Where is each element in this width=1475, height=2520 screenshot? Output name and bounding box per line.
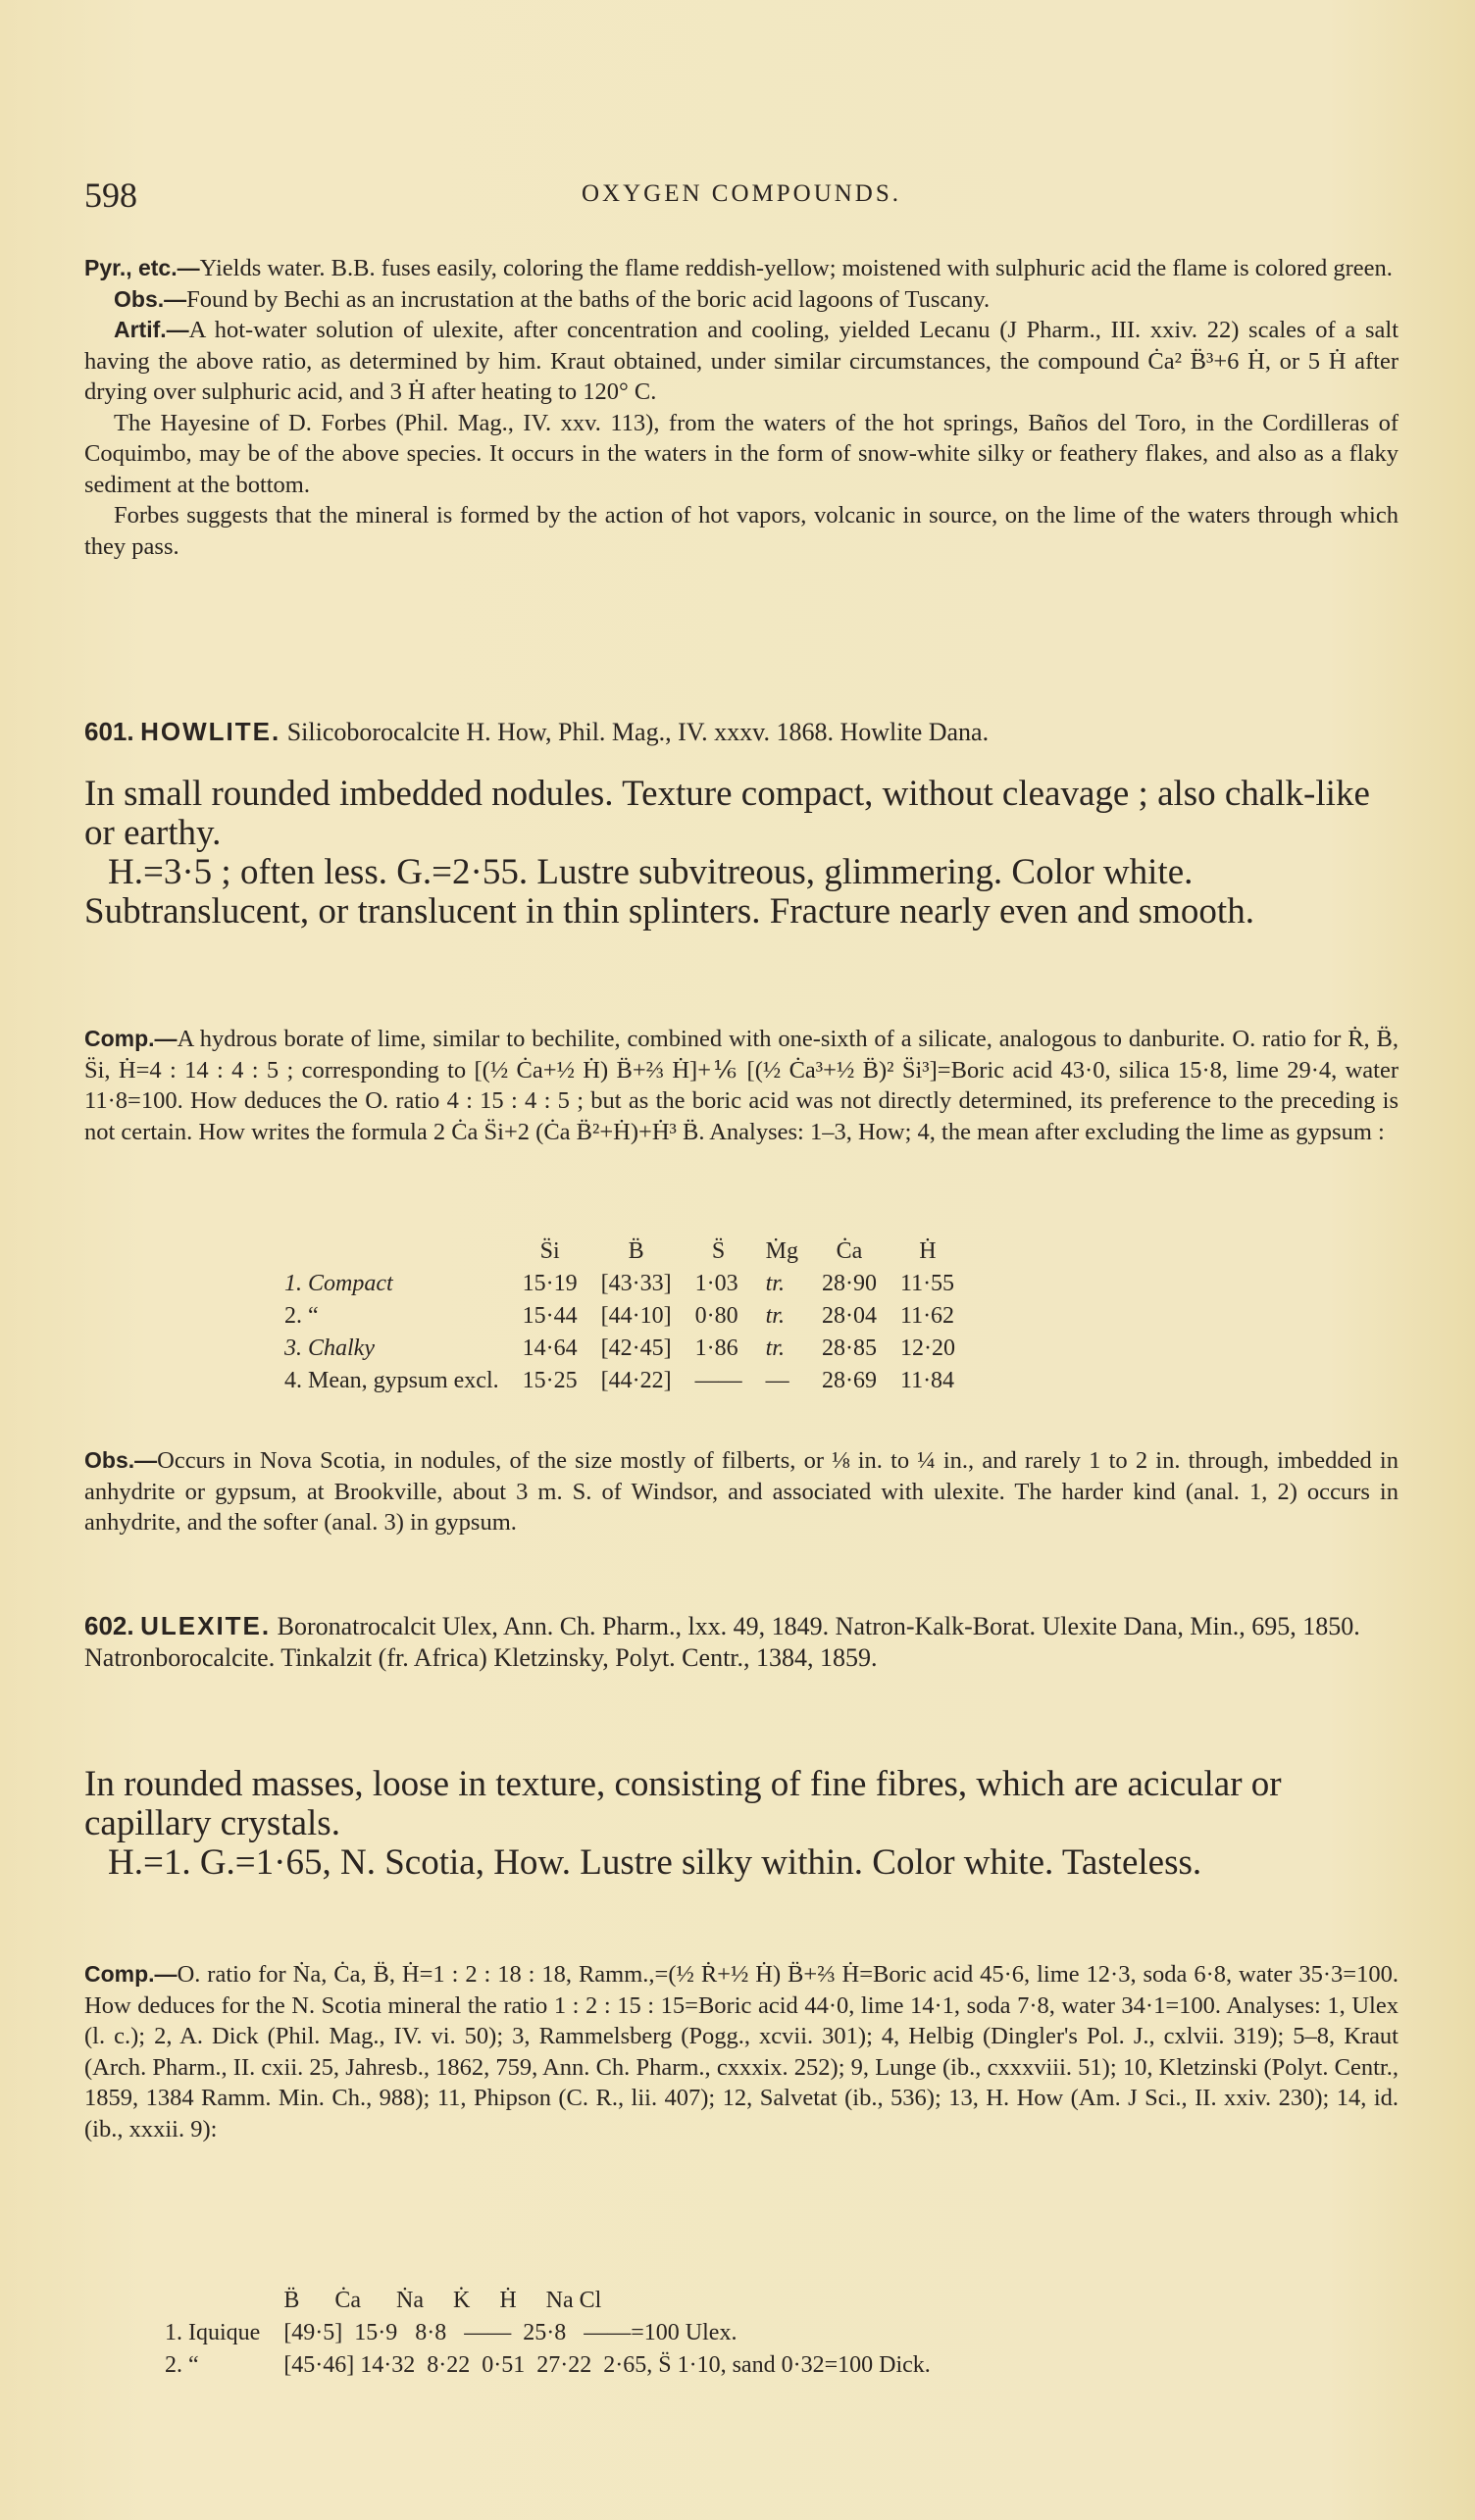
howlite-analysis-table-wrap (284, 1235, 1265, 1397)
hayesine-section (84, 253, 1399, 562)
ulexite-analysis-table (165, 2285, 942, 2382)
ulexite-name: ULEXITE. (140, 1611, 272, 1640)
howlite-number: 601. (84, 717, 134, 746)
ulexite-synonymy: Boronatrocalcit Ulex, Ann. Ch. Pharm., lxx. 49, 1849. Natron-Kalk-Borat. Ulexite Dana, Min., 695, 1850. Natronborocalcite. Tinkalzit (fr. Africa) Kletzinsky, Polyt. Centr., 1384, 1859. (84, 1612, 1360, 1672)
howlite-description (84, 775, 1399, 932)
col-header: K̇ (452, 2288, 471, 2313)
howlite-obs: Obs.—Occurs in Nova Scotia, in nodules, of the size mostly of filberts, or ⅛ in. to ¼ in., and rarely 1 to 2 in. through, imbedded in anhydrite or gypsum, at Brookville, about 3 m. S. of Windsor, and associated with ulexite. The harder kind (anal. 1, 2) occurs in anhydrite, and the softer (anal. 3) in gypsum. (84, 1447, 1399, 1536)
ulexite-composition: Comp.—O. ratio for Ṅa, Ċa, B̈, Ḣ=1 : 2 : 18 : 18, Ramm.,=(½ Ṙ+½ Ḣ) B̈+⅔ Ḣ=Boric acid 45·6, lime 12·3, soda 6·8, water 35·3=100. How deduces for the N. Scotia mineral the ratio 1 : 2 : 15 : 15=Boric acid 44·0, lime 14·1, soda 7·8, water 34·1=100. Analyses: 1, Ulex (l. c.); 2, A. Dick (Phil. Mag., IV. vi. 50); 3, Rammelsberg (Pogg., xcvii. 301); 4, Helbig (Dingler's Pol. J., cxlvii. 319); 5–8, Kraut (Arch. Pharm., II. cxii. 25, Jahresb., 1862, 759, Ann. Ch. Pharm., cxxxix. 252); 9, Lunge (ib., cxxxviii. 51); 10, Kletzinski (Polyt. Centr., 1859, 1384 Ramm. Min. Ch., 988); 11, Phipson (C. R., lii. 407); 12, Salvetat (ib., 536); 13, H. How (Am. J Sci., II. xxiv. 230); 14, id. (ib., xxxii. 9): (84, 1961, 1399, 2142)
table-row: 2. “ [45·46] 14·32 8·22 0·51 27·22 2·65, S̈ 1·10, sand 0·32=100 Dick. (165, 2352, 931, 2378)
col-header: Ċa (334, 2288, 361, 2313)
ulexite-number: 602. (84, 1611, 134, 1640)
col-header: B̈ (283, 2288, 300, 2313)
table-row: 3. Chalky 14·64 [42·45] 1·86 tr. 28·85 12·20 (284, 1336, 955, 1361)
col-header: Na Cl (545, 2288, 602, 2313)
ulexite-desc-form: In rounded masses, loose in texture, consisting of fine fibres, which are acicular or capillary crystals. (84, 1764, 1282, 1843)
ulexite-analysis-table-wrap (165, 2285, 1391, 2382)
artif-paragraph: Artif.—A hot-water solution of ulexite, after concentration and cooling, yielded Lecanu (J Pharm., III. xxiv. 22) scales of a salt having the above ratio, as determined by him. Kraut obtained, under similar circumstances, the compound Ċa² B̈³+6 Ḣ, or 5 Ḣ after drying over sulphuric acid, and 3 Ḣ after heating to 120° C. (84, 317, 1399, 405)
howlite-heading (84, 716, 1399, 748)
col-header: S̈ (711, 1238, 726, 1264)
col-header: S̈i (539, 1238, 560, 1264)
table-row: 4. Mean, gypsum excl. 15·25 [44·22] —— — 28·69 11·84 (284, 1368, 955, 1393)
ulexite-desc-properties: H.=1. G.=1·65, N. Scotia, How. Lustre silky within. Color white. Tasteless. (108, 1842, 1202, 1883)
howlite-synonymy: Silicoborocalcite H. How, Phil. Mag., IV. xxxv. 1868. Howlite Dana. (286, 718, 990, 746)
col-header: Ḣ (499, 2288, 517, 2313)
page-number: 598 (84, 176, 137, 215)
table-row: 2. “ 15·44 [44·10] 0·80 tr. 28·04 11·62 (284, 1303, 955, 1329)
col-header: Ṁg (765, 1238, 798, 1264)
ulexite-description (84, 1765, 1399, 1883)
page-header (84, 175, 1399, 214)
col-header: Ḣ (919, 1238, 937, 1264)
table-row: 1. Iquique [49·5] 15·9 8·8 —— 25·8 ——=100 Ulex. (165, 2320, 738, 2345)
col-header: Ṅa (396, 2288, 424, 2313)
forbes-paragraph: Forbes suggests that the mineral is formed by the action of hot vapors, volcanic in source, on the lime of the waters through which they pass. (84, 502, 1399, 560)
howlite-name: HOWLITE. (140, 717, 281, 746)
col-header: B̈ (628, 1238, 644, 1264)
howlite-composition: Comp.—A hydrous borate of lime, similar to bechilite, combined with one-sixth of a silicate, analogous to danburite. O. ratio for Ṙ, B̈, S̈i, Ḣ=4 : 14 : 4 : 5 ; corresponding to [(½ Ċa+½ Ḣ) B̈+⅔ Ḣ]+⅙ [(½ Ċa³+½ B̈)² S̈i³]=Boric acid 43·0, silica 15·8, lime 29·4, water 11·8=100. How deduces the O. ratio 4 : 15 : 4 : 5 ; but as the boric acid was not directly determined, its preference to the preceding is not certain. How writes the formula 2 Ċa S̈i+2 (Ċa B̈²+Ḣ)+Ḣ³ B̈. Analyses: 1–3, How; 4, the mean after excluding the lime as gypsum : (84, 1026, 1399, 1145)
pyr-paragraph: Pyr., etc.—Yields water. B.B. fuses easily, coloring the flame reddish-yellow; moistened with sulphuric acid the flame is colored green. (84, 255, 1393, 281)
table-row: 1. Compact 15·19 [43·33] 1·03 tr. 28·90 11·55 (284, 1271, 955, 1296)
ulexite-heading (84, 1610, 1399, 1674)
obs-paragraph: Obs.—Found by Bechi as an incrustation at the baths of the boric acid lagoons of Tuscany. (114, 285, 991, 313)
running-title: OXYGEN COMPOUNDS. (581, 180, 902, 207)
col-header: Ċa (836, 1238, 863, 1264)
howlite-desc-properties: H.=3·5 ; often less. G.=2·55. Lustre subvitreous, glimmering. Color white. Subtranslucent, or translucent in thin splinters. Fracture nearly even and smooth. (84, 852, 1254, 932)
howlite-desc-form: In small rounded imbedded nodules. Texture compact, without cleavage ; also chalk-like or earthy. (84, 774, 1370, 853)
howlite-analysis-table (284, 1235, 967, 1397)
hayesine-paragraph: The Hayesine of D. Forbes (Phil. Mag., IV. xxv. 113), from the waters of the hot springs, Baños del Toro, in the Cordilleras of Coquimbo, may be of the above species. It occurs in the waters in the form of snow-white silky or feathery flakes, and also as a flaky sediment at the bottom. (84, 409, 1399, 498)
